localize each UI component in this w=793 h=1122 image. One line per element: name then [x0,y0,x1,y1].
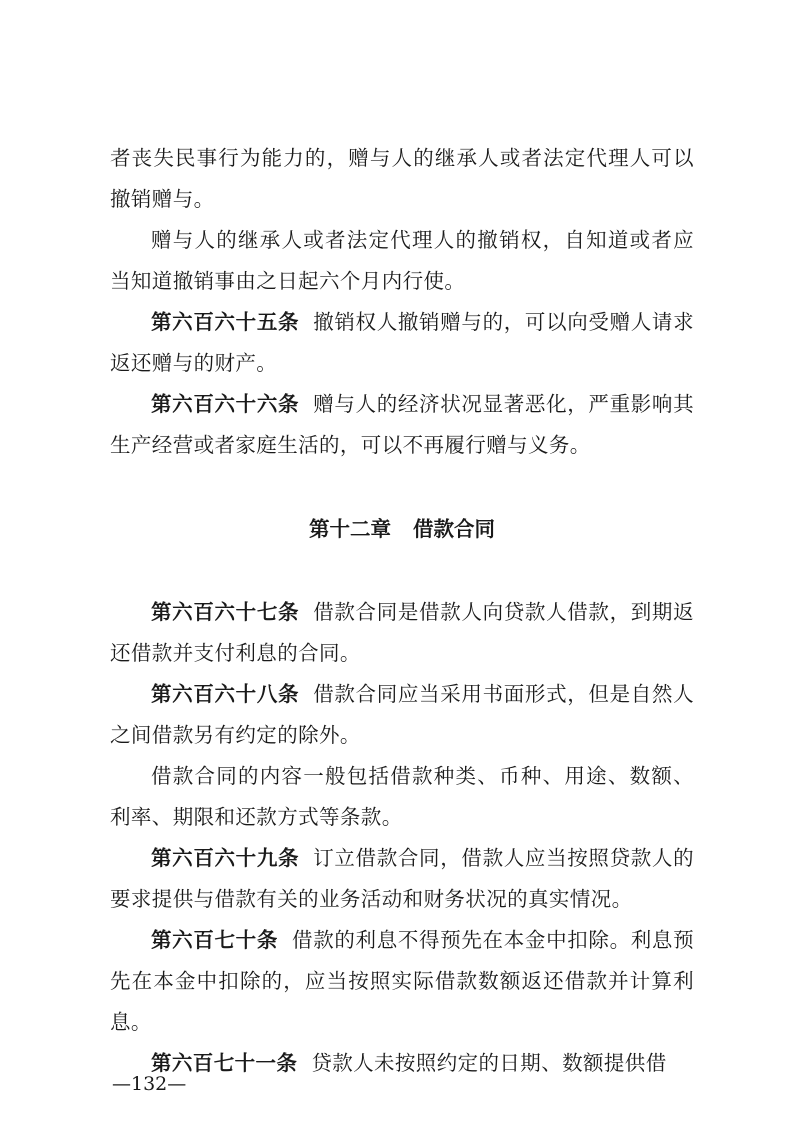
article-670 [110,920,694,1043]
chapter-title: 借款合同 [413,516,495,541]
article-668 [110,674,694,756]
paragraph [110,220,694,302]
article-label: 第六百七十条 [151,928,279,952]
article-666 [110,384,694,466]
page-body [110,138,694,1084]
article-text: 贷款人未按照约定的日期、数额提供借 [311,1051,667,1075]
page-number: —132— [112,1073,187,1095]
paragraph-text: 者丧失民事行为能力的，赠与人的继承人或者法定代理人可以撤销赠与。 [110,146,694,211]
article-label: 第六百六十六条 [151,392,300,416]
article-text: 借款合同是借款人向贷款人借款，到期返还借款并支付利息的合同。 [110,600,694,665]
paragraph-text: 借款合同的内容一般包括借款种类、币种、用途、数额、利率、期限和还款方式等条款。 [110,764,694,829]
article-669 [110,838,694,920]
article-text: 撤销权人撤销赠与的，可以向受赠人请求返还赠与的财产。 [110,310,694,375]
article-label: 第六百六十五条 [151,310,300,334]
article-text: 借款的利息不得预先在本金中扣除。利息预先在本金中扣除的，应当按照实际借款数额返还借款并计算利息。 [110,928,694,1034]
article-text: 订立借款合同，借款人应当按照贷款人的要求提供与借款有关的业务活动和财务状况的真实情况。 [110,846,694,911]
article-671 [110,1043,694,1084]
article-label: 第六百六十七条 [151,600,300,624]
chapter-heading [110,466,694,592]
paragraph [110,138,694,220]
article-665 [110,302,694,384]
paragraph [110,756,694,838]
article-label: 第六百七十一条 [151,1051,298,1075]
chapter-number: 第十二章 [309,516,391,541]
article-label: 第六百六十八条 [151,682,300,706]
paragraph-text: 赠与人的继承人或者法定代理人的撤销权，自知道或者应当知道撤销事由之日起六个月内行使。 [110,228,694,293]
article-text: 借款合同应当采用书面形式，但是自然人之间借款另有约定的除外。 [110,682,694,747]
article-label: 第六百六十九条 [151,846,300,870]
article-667 [110,592,694,674]
article-text: 赠与人的经济状况显著恶化，严重影响其生产经营或者家庭生活的，可以不再履行赠与义务。 [110,392,694,457]
